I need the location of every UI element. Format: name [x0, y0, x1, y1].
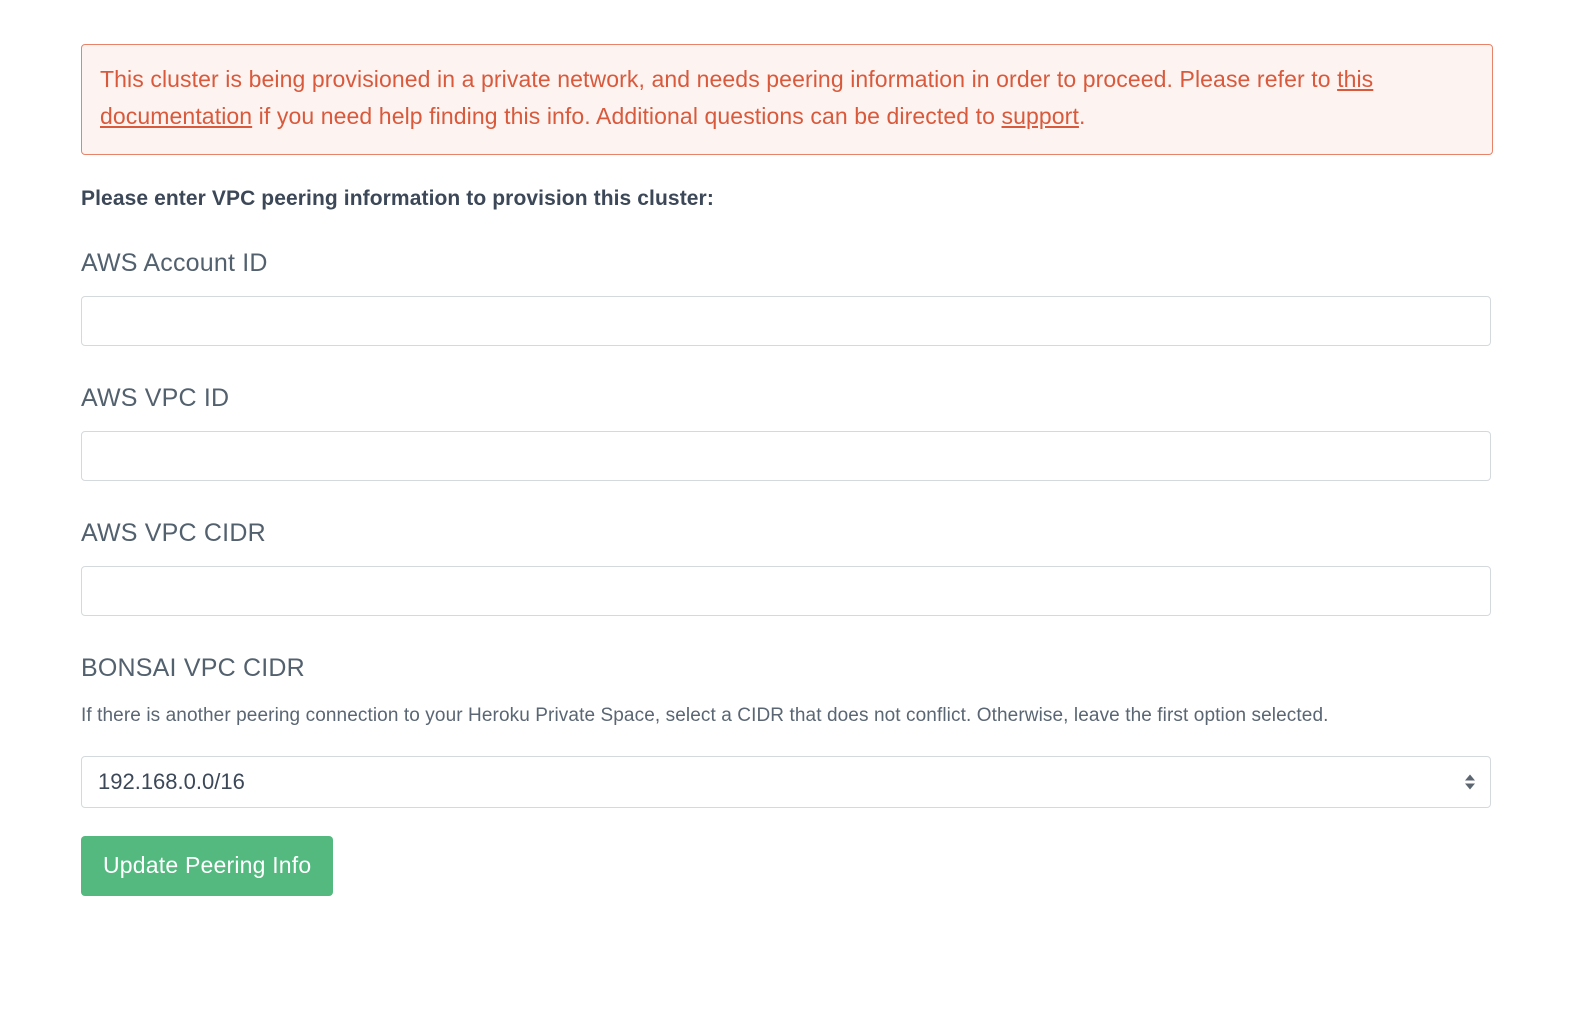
peering-form-container	[81, 44, 1493, 896]
field-aws-vpc-cidr	[81, 519, 1493, 616]
update-peering-info-button[interactable]: Update Peering Info	[81, 836, 333, 896]
alert-text-part-3: .	[1078, 103, 1086, 130]
aws-vpc-id-input[interactable]	[81, 431, 1491, 481]
aws-account-id-input[interactable]	[81, 296, 1491, 346]
documentation-link[interactable]: this documentation	[100, 66, 1374, 130]
bonsai-vpc-cidr-selected-value[interactable]: 192.168.0.0/16	[81, 756, 1491, 808]
label-aws-vpc-cidr: AWS VPC CIDR	[81, 518, 266, 547]
alert-text-part-1: This cluster is being provisioned in a private network, and needs peering information in order to proceed. Please refer to	[100, 66, 1338, 92]
peering-required-alert	[81, 44, 1493, 155]
label-bonsai-vpc-cidr: BONSAI VPC CIDR	[81, 653, 305, 682]
aws-vpc-cidr-input[interactable]	[81, 566, 1491, 616]
form-instructions: Please enter VPC peering information to provision this cluster:	[81, 186, 714, 210]
support-link[interactable]: support	[1001, 103, 1079, 130]
field-bonsai-vpc-cidr	[81, 654, 1493, 808]
field-aws-vpc-id	[81, 384, 1493, 481]
label-aws-account-id: AWS Account ID	[81, 248, 268, 277]
alert-text-part-2: if you need help finding this info. Additional questions can be directed to	[252, 103, 1002, 130]
bonsai-vpc-cidr-select[interactable]	[81, 756, 1491, 808]
field-aws-account-id	[81, 249, 1493, 346]
label-aws-vpc-id: AWS VPC ID	[81, 383, 230, 412]
bonsai-vpc-cidr-help-text: If there is another peering connection to your Heroku Private Space, select a CIDR that does not conflict. Otherwise, leave the first option selected.	[81, 704, 1329, 726]
